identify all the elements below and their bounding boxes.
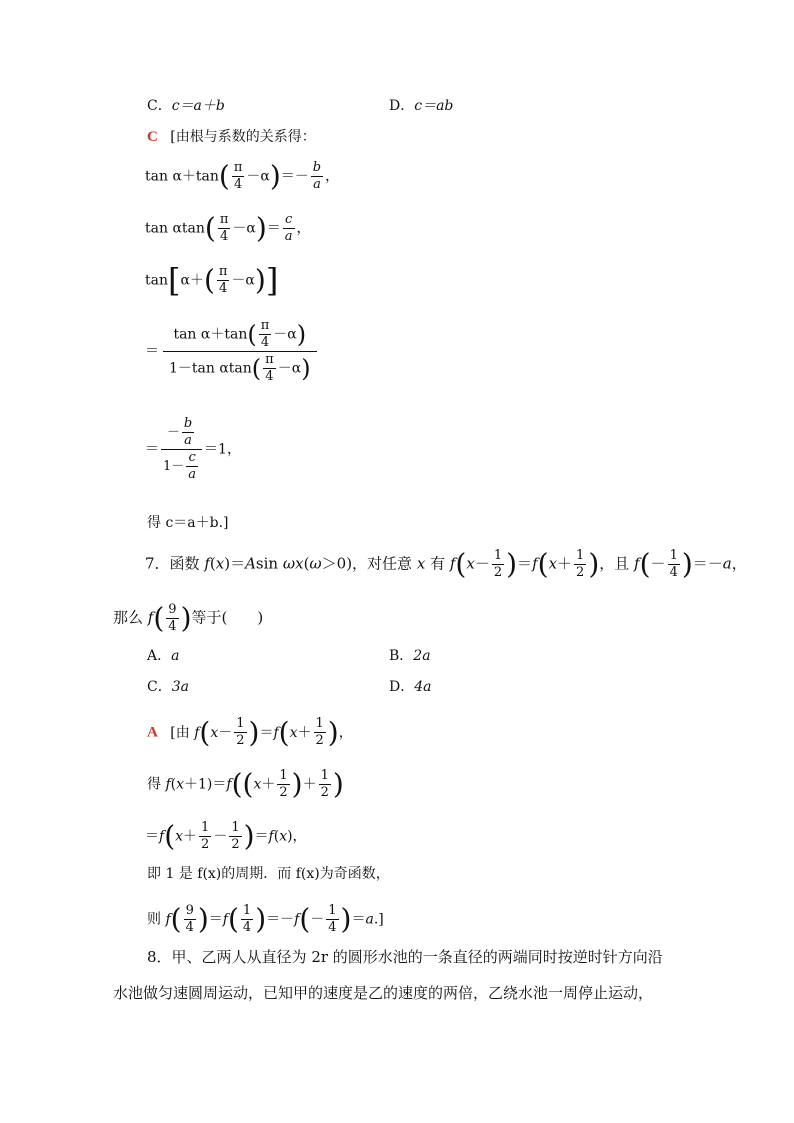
option-text: c＝a＋b bbox=[171, 98, 225, 114]
option-label: C． bbox=[147, 98, 172, 114]
solution-line-1: tan α＋tan( $\frac{\pi}{4}$ －α)＝－ $\frac{b}{a}$ ， bbox=[145, 159, 340, 193]
solution-intro-q6 bbox=[147, 127, 316, 147]
solution-conclusion-q6 bbox=[147, 513, 229, 533]
option-b-q7 bbox=[389, 646, 431, 666]
question-7-line2: 那么 f( $\frac{9}{4}$ )等于( ) bbox=[113, 601, 264, 635]
option-c-q6 bbox=[147, 96, 225, 116]
answer-letter: C bbox=[147, 129, 158, 145]
option-label: A． bbox=[147, 648, 172, 664]
solution-q7-line2: 得 f(x＋1)＝f((x＋ $\frac{1}{2}$ )＋ $\frac{1}{2}$ ) bbox=[147, 767, 344, 801]
expr-prefix: tan bbox=[145, 272, 168, 289]
option-text: a bbox=[171, 648, 180, 664]
solution-line-3: tan[α＋( $\frac{\pi}{4}$ －α)] bbox=[145, 261, 279, 300]
solution-line-2: tan αtan( $\frac{\pi}{4}$ －α)＝ $\frac{c}{a}$ ， bbox=[145, 211, 311, 245]
option-text: c＝ab bbox=[414, 98, 454, 114]
option-d-q6 bbox=[389, 96, 453, 116]
option-text: 4a bbox=[414, 679, 432, 695]
option-label: D． bbox=[389, 679, 415, 695]
question-8-line1 bbox=[147, 940, 663, 974]
option-a-q7 bbox=[147, 646, 179, 666]
eq-rhs: ＝1， bbox=[204, 441, 241, 458]
solution-q7-line4 bbox=[147, 864, 390, 884]
option-text: 2a bbox=[413, 648, 431, 664]
answer-letter: A bbox=[147, 724, 158, 741]
b-over-a: $\frac{b}{a}$ bbox=[312, 160, 322, 192]
option-label: B． bbox=[389, 648, 414, 664]
option-d-q7 bbox=[389, 677, 432, 697]
expr-prefix: tan αtan bbox=[145, 220, 205, 237]
solution-intro-text: [由根与系数的关系得： bbox=[170, 129, 316, 145]
solution-q7-line1: A [由 f(x－ $\frac{1}{2}$ )＝f(x＋ $\frac{1}{2}$ )， bbox=[147, 715, 353, 749]
question-text: 甲、乙两人从直径为 2r 的圆形水池的一条直径的两端同时按逆时针方向沿 bbox=[171, 948, 663, 966]
question-number: 8． bbox=[147, 948, 172, 966]
option-c-q7 bbox=[147, 677, 189, 697]
solution-q7-line5: 则 f( $\frac{9}{4}$ )＝f( $\frac{1}{4}$ )＝－f(－ $\frac{1}{4}$ )＝a.] bbox=[147, 902, 384, 936]
question-number: 7． bbox=[145, 554, 170, 573]
c-over-a: $\frac{c}{a}$ bbox=[284, 212, 293, 244]
pi-over-4: $\frac{\pi}{4}$ bbox=[233, 160, 243, 192]
option-label: C． bbox=[147, 679, 172, 695]
question-text: 水池做匀速圆周运动，已知甲的速度是乙的速度的两倍，乙绕水池一周停止运动， bbox=[113, 984, 654, 1002]
question-8-line2 bbox=[113, 976, 653, 1010]
conclusion-text: 得 c＝a＋b.] bbox=[147, 515, 229, 531]
solution-big-fraction: ＝ tan α＋tan( $\frac{\pi}{4}$ －α) 1－tan αtan( $\frac{\pi}{4}$ －α) bbox=[145, 318, 319, 385]
solution-q7-line3: ＝f(x＋ $\frac{1}{2}$ － $\frac{1}{2}$ )＝f(x)， bbox=[145, 819, 307, 853]
solution-text: 即 1 是 f(x)的周期．而 f(x)为奇函数， bbox=[147, 866, 390, 882]
option-label: D． bbox=[389, 98, 415, 114]
option-text: 3a bbox=[171, 679, 189, 695]
expr-prefix: tan α＋tan bbox=[145, 168, 219, 185]
solution-eq-one: ＝ － $\frac{b}{a}$ 1－ $\frac{c}{a}$ ＝1， bbox=[145, 416, 241, 482]
question-7-line1: 7．函数 f(x)＝Asin ωx(ω＞0)，对任意 x 有 f(x－ $\frac{1}{2}$ )＝f(x＋ $\frac{1}{2}$ )，且 f(－ $\frac{1}{4}$ )＝－a， bbox=[145, 547, 747, 581]
